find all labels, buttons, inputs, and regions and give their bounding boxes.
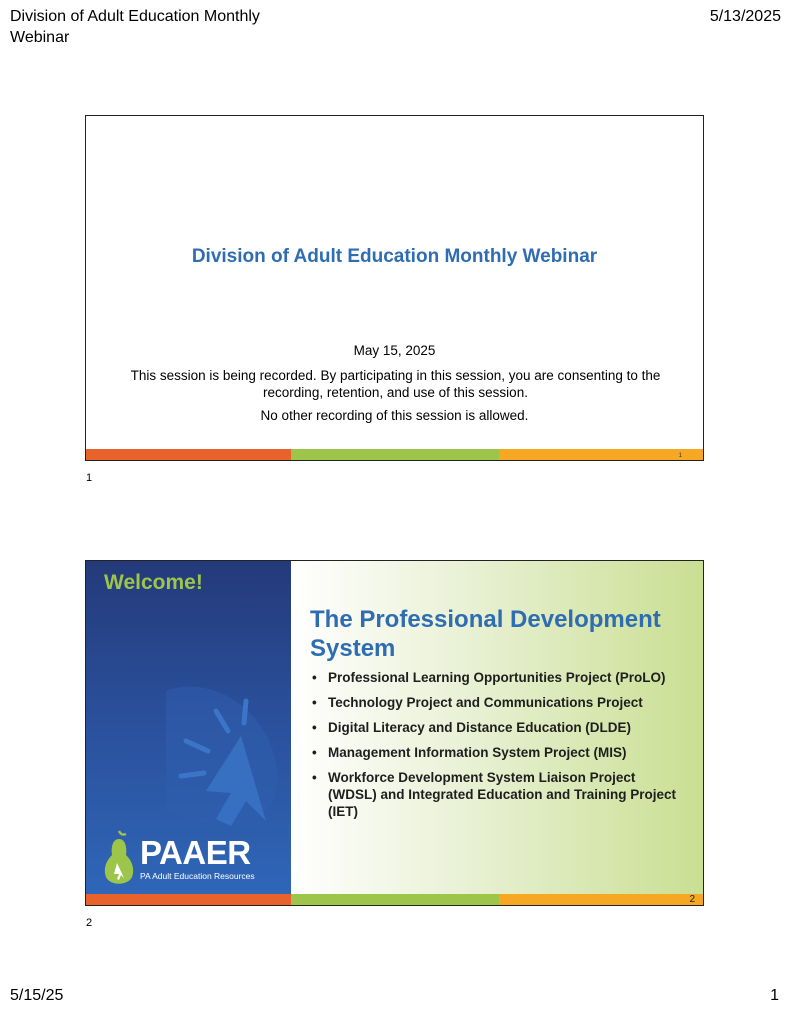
page-number: 1 xyxy=(770,987,779,1004)
pear-icon xyxy=(102,829,136,887)
slide-2 xyxy=(85,560,704,906)
print-date: 5/13/2025 xyxy=(709,8,781,25)
logo-name: PAAER xyxy=(140,834,251,871)
logo-tagline: PA Adult Education Resources xyxy=(140,871,255,881)
welcome-heading: Welcome! xyxy=(104,571,203,594)
list-item: • Management Information System Project (MIS) xyxy=(312,745,627,760)
color-bar xyxy=(86,449,703,460)
slide-1-label: 1 xyxy=(86,472,93,484)
slide-1-title: Division of Adult Education Monthly Webinar xyxy=(191,246,598,267)
cursor-graphic-icon xyxy=(146,681,291,831)
left-panel xyxy=(86,561,291,896)
slide-2-number: 2 xyxy=(689,894,695,905)
project-list xyxy=(312,669,687,828)
paaer-logo xyxy=(102,829,287,889)
list-item: • Technology Project and Communications Project xyxy=(312,695,643,710)
slide-2-title: The Professional Development System xyxy=(310,606,661,662)
slide-2-label: 2 xyxy=(86,917,93,929)
slide-1-date: May 15, 2025 xyxy=(353,343,436,358)
no-recording-notice: No other recording of this session is allowed. xyxy=(260,408,529,423)
footer-date: 5/15/25 xyxy=(10,987,64,1004)
recording-notice: This session is being recorded. By participating in this session, you are consenting to the recording, retention, and use of this session. xyxy=(130,368,661,400)
slide-1 xyxy=(85,115,704,461)
list-item: • Workforce Development System Liaison Project (WDSL) and Integrated Education and Training Project (IET) xyxy=(312,770,677,819)
document-title: Division of Adult Education Monthly Webinar xyxy=(10,8,260,46)
list-item: • Professional Learning Opportunities Project (ProLO) xyxy=(312,670,666,685)
slide-1-number: 1 xyxy=(678,453,682,459)
list-item: • Digital Literacy and Distance Education (DLDE) xyxy=(312,720,632,735)
color-bar xyxy=(86,894,703,905)
